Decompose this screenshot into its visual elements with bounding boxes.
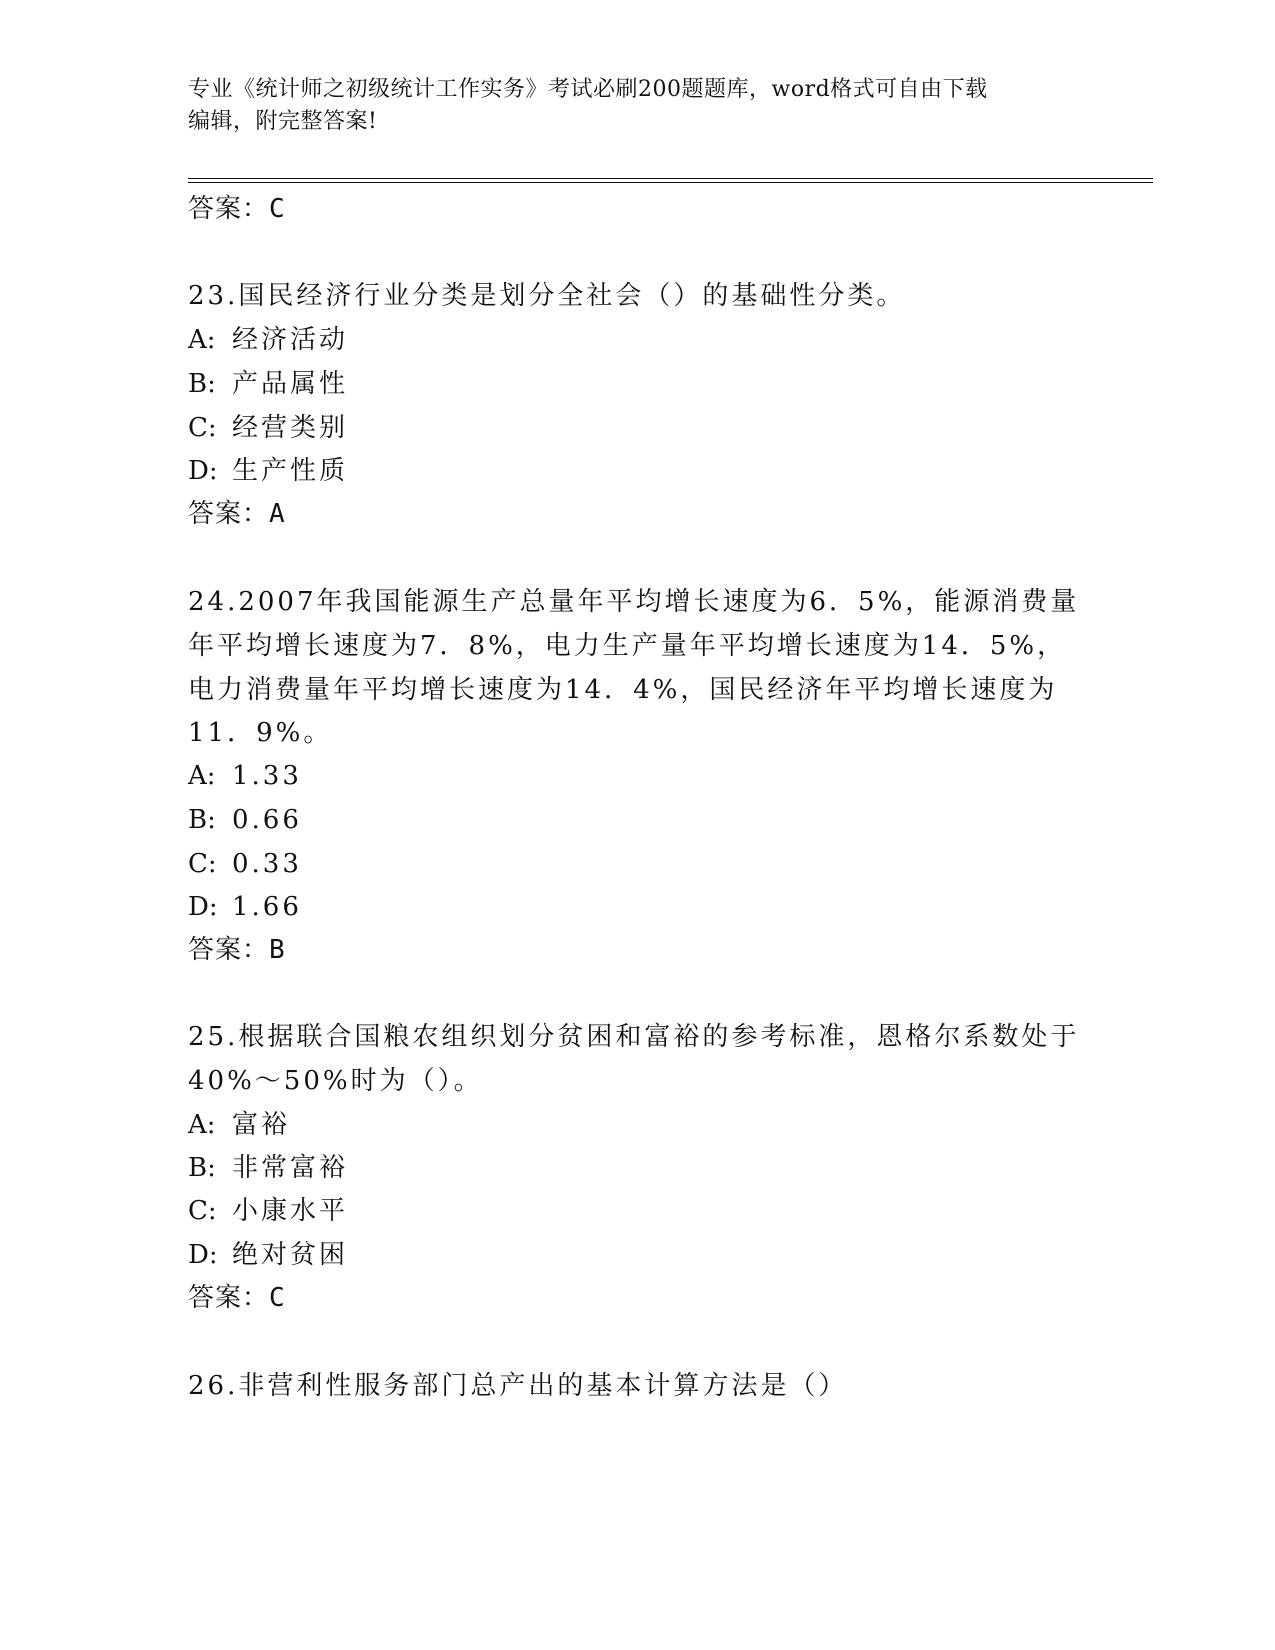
option-letter: D: <box>188 1240 218 1270</box>
answer-line <box>188 935 286 965</box>
option-d <box>188 1240 348 1270</box>
option-letter: B: <box>188 805 216 835</box>
header-divider-top <box>188 178 1153 179</box>
option-letter: D: <box>188 892 218 922</box>
option-d <box>188 892 302 922</box>
option-text: 绝对贫困 <box>232 1240 349 1270</box>
answer-value: C <box>269 194 286 224</box>
option-letter: A: <box>188 1110 216 1140</box>
question-stem: 11．9%。 <box>188 718 333 748</box>
question-stem: 电力消费量年平均增长速度为14．4%，国民经济年平均增长速度为 <box>188 675 1058 705</box>
question-stem: 23.国民经济行业分类是划分全社会（）的基础性分类。 <box>188 281 906 311</box>
option-text: 小康水平 <box>232 1196 349 1226</box>
question-stem: 25.根据联合国粮农组织划分贫困和富裕的参考标准，恩格尔系数处于 <box>188 1022 1080 1052</box>
option-b <box>188 805 302 835</box>
option-text: 0.33 <box>232 849 302 879</box>
option-letter: D: <box>188 456 218 486</box>
option-b <box>188 369 348 399</box>
option-letter: A: <box>188 761 216 791</box>
answer-value: C <box>269 1283 286 1313</box>
option-b <box>188 1153 348 1183</box>
option-text: 1.66 <box>232 892 302 922</box>
answer-line <box>188 499 286 529</box>
header-line-1: 专业《统计师之初级统计工作实务》考试必刷200题题库，word格式可自由下载 <box>188 77 988 102</box>
option-text: 非常富裕 <box>232 1153 349 1183</box>
answer-prefix: 答案： <box>188 1283 270 1313</box>
option-c <box>188 413 348 443</box>
option-letter: B: <box>188 1153 216 1183</box>
option-letter: C: <box>188 1196 217 1226</box>
option-text: 产品属性 <box>232 369 349 399</box>
answer-prefix: 答案： <box>188 499 270 529</box>
option-a <box>188 325 348 355</box>
question-stem: 年平均增长速度为7．8%，电力生产量年平均增长速度为14．5%， <box>188 631 1067 661</box>
answer-prefix: 答案： <box>188 194 270 224</box>
option-letter: A: <box>188 325 216 355</box>
option-letter: C: <box>188 849 217 879</box>
option-text: 经济活动 <box>232 325 349 355</box>
option-letter: B: <box>188 369 216 399</box>
answer-prefix: 答案： <box>188 935 270 965</box>
option-text: 1.33 <box>232 761 302 791</box>
option-c <box>188 849 302 879</box>
option-a <box>188 761 302 791</box>
answer-line <box>188 1283 286 1313</box>
header-line-2: 编辑，附完整答案! <box>188 109 378 134</box>
question-stem: 24.2007年我国能源生产总量年平均增长速度为6．5%，能源消费量 <box>188 587 1080 617</box>
option-text: 经营类别 <box>232 413 349 443</box>
option-c <box>188 1196 348 1226</box>
option-letter: C: <box>188 413 217 443</box>
question-stem: 26.非营利性服务部门总产出的基本计算方法是（） <box>188 1371 848 1401</box>
option-text: 富裕 <box>232 1110 291 1140</box>
option-a <box>188 1110 290 1140</box>
answer-value: A <box>269 499 286 529</box>
answer-value: B <box>269 935 286 965</box>
option-text: 0.66 <box>232 805 302 835</box>
question-stem: 40%～50%时为（）。 <box>188 1066 483 1096</box>
answer-line <box>188 194 286 224</box>
header-divider-bottom <box>188 182 1153 183</box>
option-text: 生产性质 <box>232 456 349 486</box>
option-d <box>188 456 348 486</box>
document-header <box>188 74 1088 138</box>
